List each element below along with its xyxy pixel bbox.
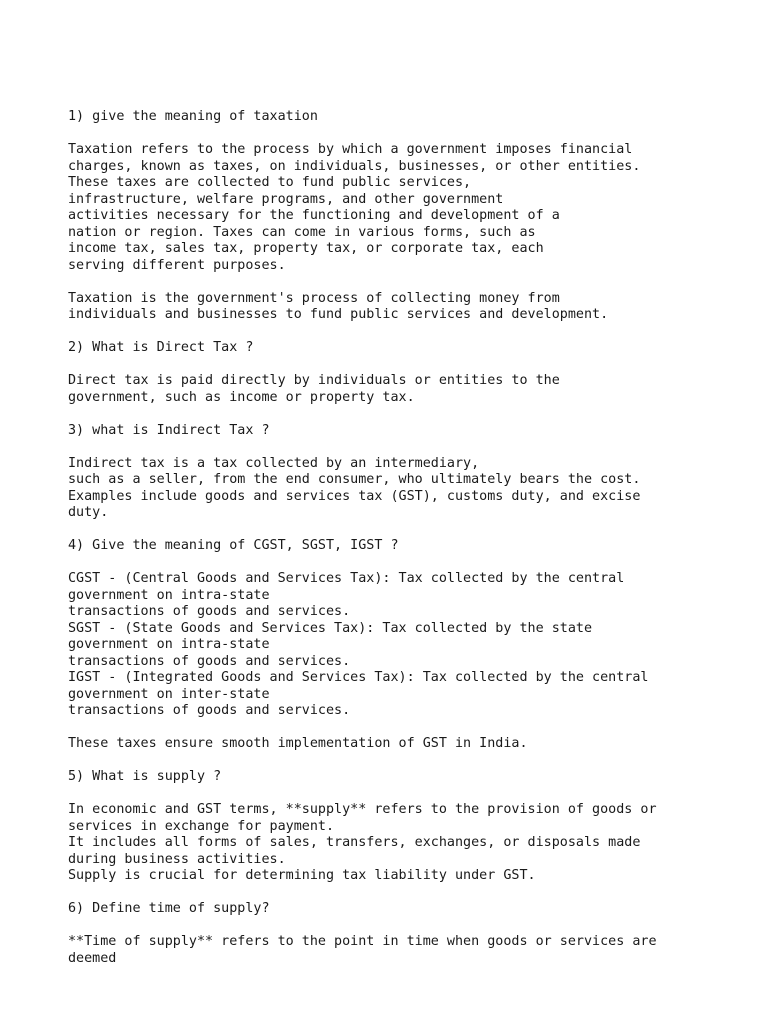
text-line: transactions of goods and services. xyxy=(68,653,351,669)
text-line: Taxation is the government's process of collecting money from xyxy=(68,290,560,306)
question-heading: 6) Define time of supply? xyxy=(68,901,270,916)
text-line: It includes all forms of sales, transfers, exchanges, or disposals made xyxy=(68,835,641,850)
text-line: government on intra-state xyxy=(68,587,270,603)
text-line: income tax, sales tax, property tax, or corporate tax, each xyxy=(68,241,544,256)
blank-line xyxy=(68,918,748,935)
text-line: government on intra-state xyxy=(68,637,270,652)
question-heading: 1) give the meaning of taxation xyxy=(68,109,318,124)
question-heading: 5) What is supply ? xyxy=(68,769,222,784)
text-line: These taxes are collected to fund public services, xyxy=(68,175,472,190)
blank-line xyxy=(68,274,748,291)
question-heading: 4) Give the meaning of CGST, SGST, IGST ? xyxy=(68,538,399,553)
question-heading: 3) what is Indirect Tax ? xyxy=(68,422,270,438)
text-line: services in exchange for payment. xyxy=(68,818,335,834)
text-line: IGST - (Integrated Goods and Services Tax): Tax collected by the central xyxy=(68,670,649,685)
text-line: serving different purposes. xyxy=(68,257,286,273)
blank-line xyxy=(68,324,748,341)
blank-line xyxy=(68,406,748,423)
blank-line xyxy=(68,753,748,770)
text-line: such as a seller, from the end consumer, who ultimately bears the cost. xyxy=(68,472,641,487)
question-heading: 2) What is Direct Tax ? xyxy=(68,340,254,355)
text-line: nation or region. Taxes can come in various forms, such as xyxy=(68,224,536,240)
text-line: SGST - (State Goods and Services Tax): Tax collected by the state xyxy=(68,620,593,636)
text-line: during business activities. xyxy=(68,851,286,867)
text-line: activities necessary for the functioning and development of a xyxy=(68,208,560,223)
blank-line xyxy=(68,555,748,572)
blank-line xyxy=(68,522,748,539)
blank-line xyxy=(68,786,748,803)
text-line: Supply is crucial for determining tax liability under GST. xyxy=(68,868,536,883)
text-line: individuals and businesses to fund public services and development. xyxy=(68,307,609,322)
blank-line xyxy=(68,439,748,456)
text-line: charges, known as taxes, on individuals, businesses, or other entities. xyxy=(68,158,641,174)
text-line: duty. xyxy=(68,505,109,520)
text-line: These taxes ensure smooth implementation of GST in India. xyxy=(68,736,528,751)
text-line: government, such as income or property tax. xyxy=(68,389,415,405)
text-line: **Time of supply** refers to the point in time when goods or services are xyxy=(68,934,657,949)
text-line: government on inter-state xyxy=(68,686,270,702)
text-line: Taxation refers to the process by which a government imposes financial xyxy=(68,142,633,157)
text-line: In economic and GST terms, **supply** refers to the provision of goods or xyxy=(68,802,657,817)
text-line: transactions of goods and services. xyxy=(68,604,351,619)
document-page xyxy=(68,109,748,967)
text-line: Direct tax is paid directly by individuals or entities to the xyxy=(68,373,560,388)
text-line: Examples include goods and services tax (GST), customs duty, and excise xyxy=(68,488,641,504)
text-line: transactions of goods and services. xyxy=(68,703,351,718)
blank-line xyxy=(68,720,748,737)
text-line: infrastructure, welfare programs, and other government xyxy=(68,191,504,207)
blank-line xyxy=(68,126,748,143)
text-line: Indirect tax is a tax collected by an intermediary, xyxy=(68,455,480,471)
blank-line xyxy=(68,357,748,374)
blank-line xyxy=(68,885,748,902)
text-line: CGST - (Central Goods and Services Tax): Tax collected by the central xyxy=(68,571,625,586)
text-line: deemed xyxy=(68,950,117,966)
